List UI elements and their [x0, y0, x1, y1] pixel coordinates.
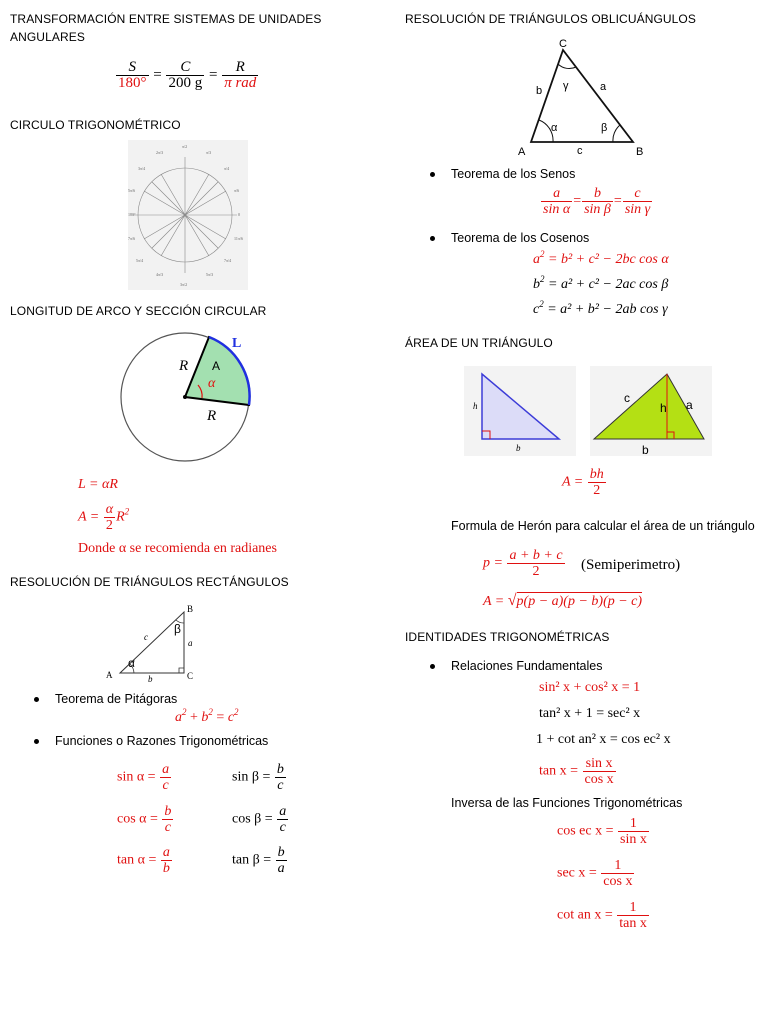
ob-side-b: b — [536, 85, 543, 97]
ob-vertex-B: B — [636, 146, 644, 158]
pythagoras-formula: $a^2 + b^2 = c^2$ — [175, 707, 239, 725]
sines-label: Teorema de los Senos — [451, 167, 576, 181]
right-triangles-title: RESOLUCIÓN DE TRIÁNGULOS RECTÁNGULOS — [10, 575, 289, 589]
heron-area-formula: A = √p(p − a)(p − b)(p − c) — [483, 592, 643, 609]
oblique-triangle-diagram — [515, 34, 650, 159]
svg-text:π/6: π/6 — [234, 188, 240, 193]
identity-tan-sec: tan² x + 1 = sec² x — [539, 706, 641, 721]
rt-vertex-B: B — [187, 604, 194, 614]
area-title: ÁREA DE UN TRIÁNGULO — [405, 336, 553, 350]
arc-length-formula: L = αR — [78, 477, 118, 492]
ob-vertex-A: A — [518, 146, 526, 158]
ob-side-c: c — [577, 145, 583, 157]
area1-label-b: b — [516, 443, 521, 453]
svg-text:π/2: π/2 — [182, 144, 188, 149]
ratio-cos-alpha: cos α = $\frac{b}{c}$ — [117, 804, 172, 835]
semiperimeter-note: (Semiperimetro) — [581, 557, 681, 573]
area2-label-a: a — [686, 398, 693, 412]
svg-text:11π/6: 11π/6 — [234, 236, 243, 241]
ratio-tan-alpha: tan α = $\frac{a}{b}$ — [117, 845, 170, 876]
arc-label-L: L — [232, 336, 242, 351]
area-right-triangle-diagram — [464, 366, 576, 456]
ob-angle-beta: β — [601, 122, 608, 134]
units-formula: $\frac{S}{180^\circ}$ = $\frac{C}{200 g}$ = $\frac{R}{\text{π rad}}$ — [118, 59, 257, 91]
svg-text:4π/3: 4π/3 — [156, 272, 164, 277]
svg-text:3π/2: 3π/2 — [180, 282, 188, 287]
svg-text:5π/6: 5π/6 — [128, 188, 136, 193]
svg-text:π/4: π/4 — [224, 166, 230, 171]
rt-side-c: c — [144, 632, 148, 642]
arc-sector-diagram — [120, 328, 280, 458]
fundamental-label: Relaciones Fundamentales — [451, 659, 603, 673]
svg-text:7π/4: 7π/4 — [224, 258, 232, 263]
identity-tan-ratio: tan x = $\frac{\text{sin x}}{\text{cos x}}$ — [539, 756, 614, 787]
arc-title: LONGITUD DE ARCO Y SECCIÓN CIRCULAR — [10, 304, 267, 318]
ob-vertex-C: C — [559, 38, 567, 50]
rt-side-b: b — [148, 674, 153, 684]
area2-label-c: c — [624, 391, 630, 405]
rt-angle-beta: β — [174, 622, 181, 636]
inverse-sec: sec x = $\frac{1}{\text{cos x}}$ — [557, 858, 633, 889]
bullet — [34, 739, 39, 744]
bullet — [430, 236, 435, 241]
sector-area-formula: A = $\frac{\alpha}{2}$ $R^2$ — [78, 502, 130, 533]
area-general-triangle-diagram — [590, 366, 712, 456]
oblique-title: RESOLUCIÓN DE TRIÁNGULOS OBLICUÁNGULOS — [405, 12, 696, 26]
right-triangle-diagram — [104, 602, 204, 682]
cosines-label: Teorema de los Cosenos — [451, 231, 590, 245]
inverse-cosec: cos ec x = $\frac{1}{\text{sin x}}$ — [557, 816, 647, 847]
ob-angle-alpha: α — [551, 122, 558, 134]
svg-text:3π/4: 3π/4 — [138, 166, 146, 171]
rt-angle-alpha: α — [128, 656, 135, 670]
ratio-sin-alpha: sin α = $\frac{a}{c}$ — [117, 762, 170, 793]
area1-label-h: h — [473, 401, 478, 411]
pythagoras-label: Teorema de Pitágoras — [55, 692, 178, 706]
cosines-formula-b: $b^2 = a^2 + c^2 - 2ac$ cos β — [533, 274, 669, 292]
inverse-label: Inversa de las Funciones Trigonométricas — [451, 796, 683, 810]
trig-circle-diagram — [128, 140, 248, 290]
identity-pythagorean: sin² x + cos² x = 1 — [539, 680, 641, 695]
cosines-formula-a: $a^2 = b^2 + c^2 - 2bc$ cos α — [533, 249, 669, 267]
svg-text:7π/6: 7π/6 — [128, 236, 136, 241]
ratio-sin-beta: sin β = $\frac{b}{c}$ — [232, 762, 284, 793]
bullet — [34, 697, 39, 702]
svg-text:π/3: π/3 — [206, 150, 212, 155]
area2-label-b: b — [642, 443, 649, 457]
heron-p-formula: p = $\frac{a + b + c}{2}$ — [483, 548, 563, 579]
ratio-tan-beta: tan β = $\frac{b}{a}$ — [232, 845, 285, 876]
ratios-label: Funciones o Razones Trigonométricas — [55, 734, 269, 748]
area2-label-h: h — [660, 401, 667, 415]
area-formula: A = $\frac{bh}{2}$ — [562, 467, 604, 498]
rt-vertex-A: A — [106, 670, 113, 680]
cosines-formula-c: $c^2 = a^2 + b^2 - 2ab$ cos γ — [533, 299, 668, 317]
rt-side-a: a — [188, 638, 193, 648]
radians-note: Donde α se recomienda en radianes — [78, 541, 277, 556]
svg-text:5π/4: 5π/4 — [136, 258, 144, 263]
units-title: TRANSFORMACIÓN ENTRE SISTEMAS DE UNIDADES ANGULARES — [10, 12, 322, 44]
arc-label-alpha: α — [208, 376, 216, 391]
ratio-cos-beta: cos β = $\frac{a}{c}$ — [232, 804, 287, 835]
svg-text:0: 0 — [238, 212, 240, 217]
ob-side-a: a — [600, 81, 607, 93]
heron-label: Formula de Herón para calcular el área de un triángulo — [451, 519, 755, 533]
arc-label-R1: R — [179, 358, 189, 374]
svg-text:2π/3: 2π/3 — [156, 150, 164, 155]
svg-text:5π/3: 5π/3 — [206, 272, 214, 277]
ob-angle-gamma: γ — [563, 80, 569, 92]
bullet — [430, 664, 435, 669]
identities-title: IDENTIDADES TRIGONOMÉTRICAS — [405, 630, 610, 644]
arc-label-R2: R — [207, 408, 217, 424]
bullet — [430, 172, 435, 177]
identity-cot-csc: 1 + cot an² x = cos ec² x — [536, 732, 671, 747]
rt-vertex-C: C — [187, 671, 194, 681]
circle-title: CIRCULO TRIGONOMÉTRICO — [10, 118, 181, 132]
arc-label-A: A — [212, 359, 221, 373]
sines-formula: $\frac{a}{\text{sin α}}$ = $\frac{b}{\text{sin β}}$ = $\frac{c}{\text{sin γ}}$ — [543, 186, 651, 217]
svg-text:180°: 180° — [128, 212, 136, 217]
inverse-cotan: cot an x = $\frac{1}{\text{tan x}}$ — [557, 900, 647, 931]
